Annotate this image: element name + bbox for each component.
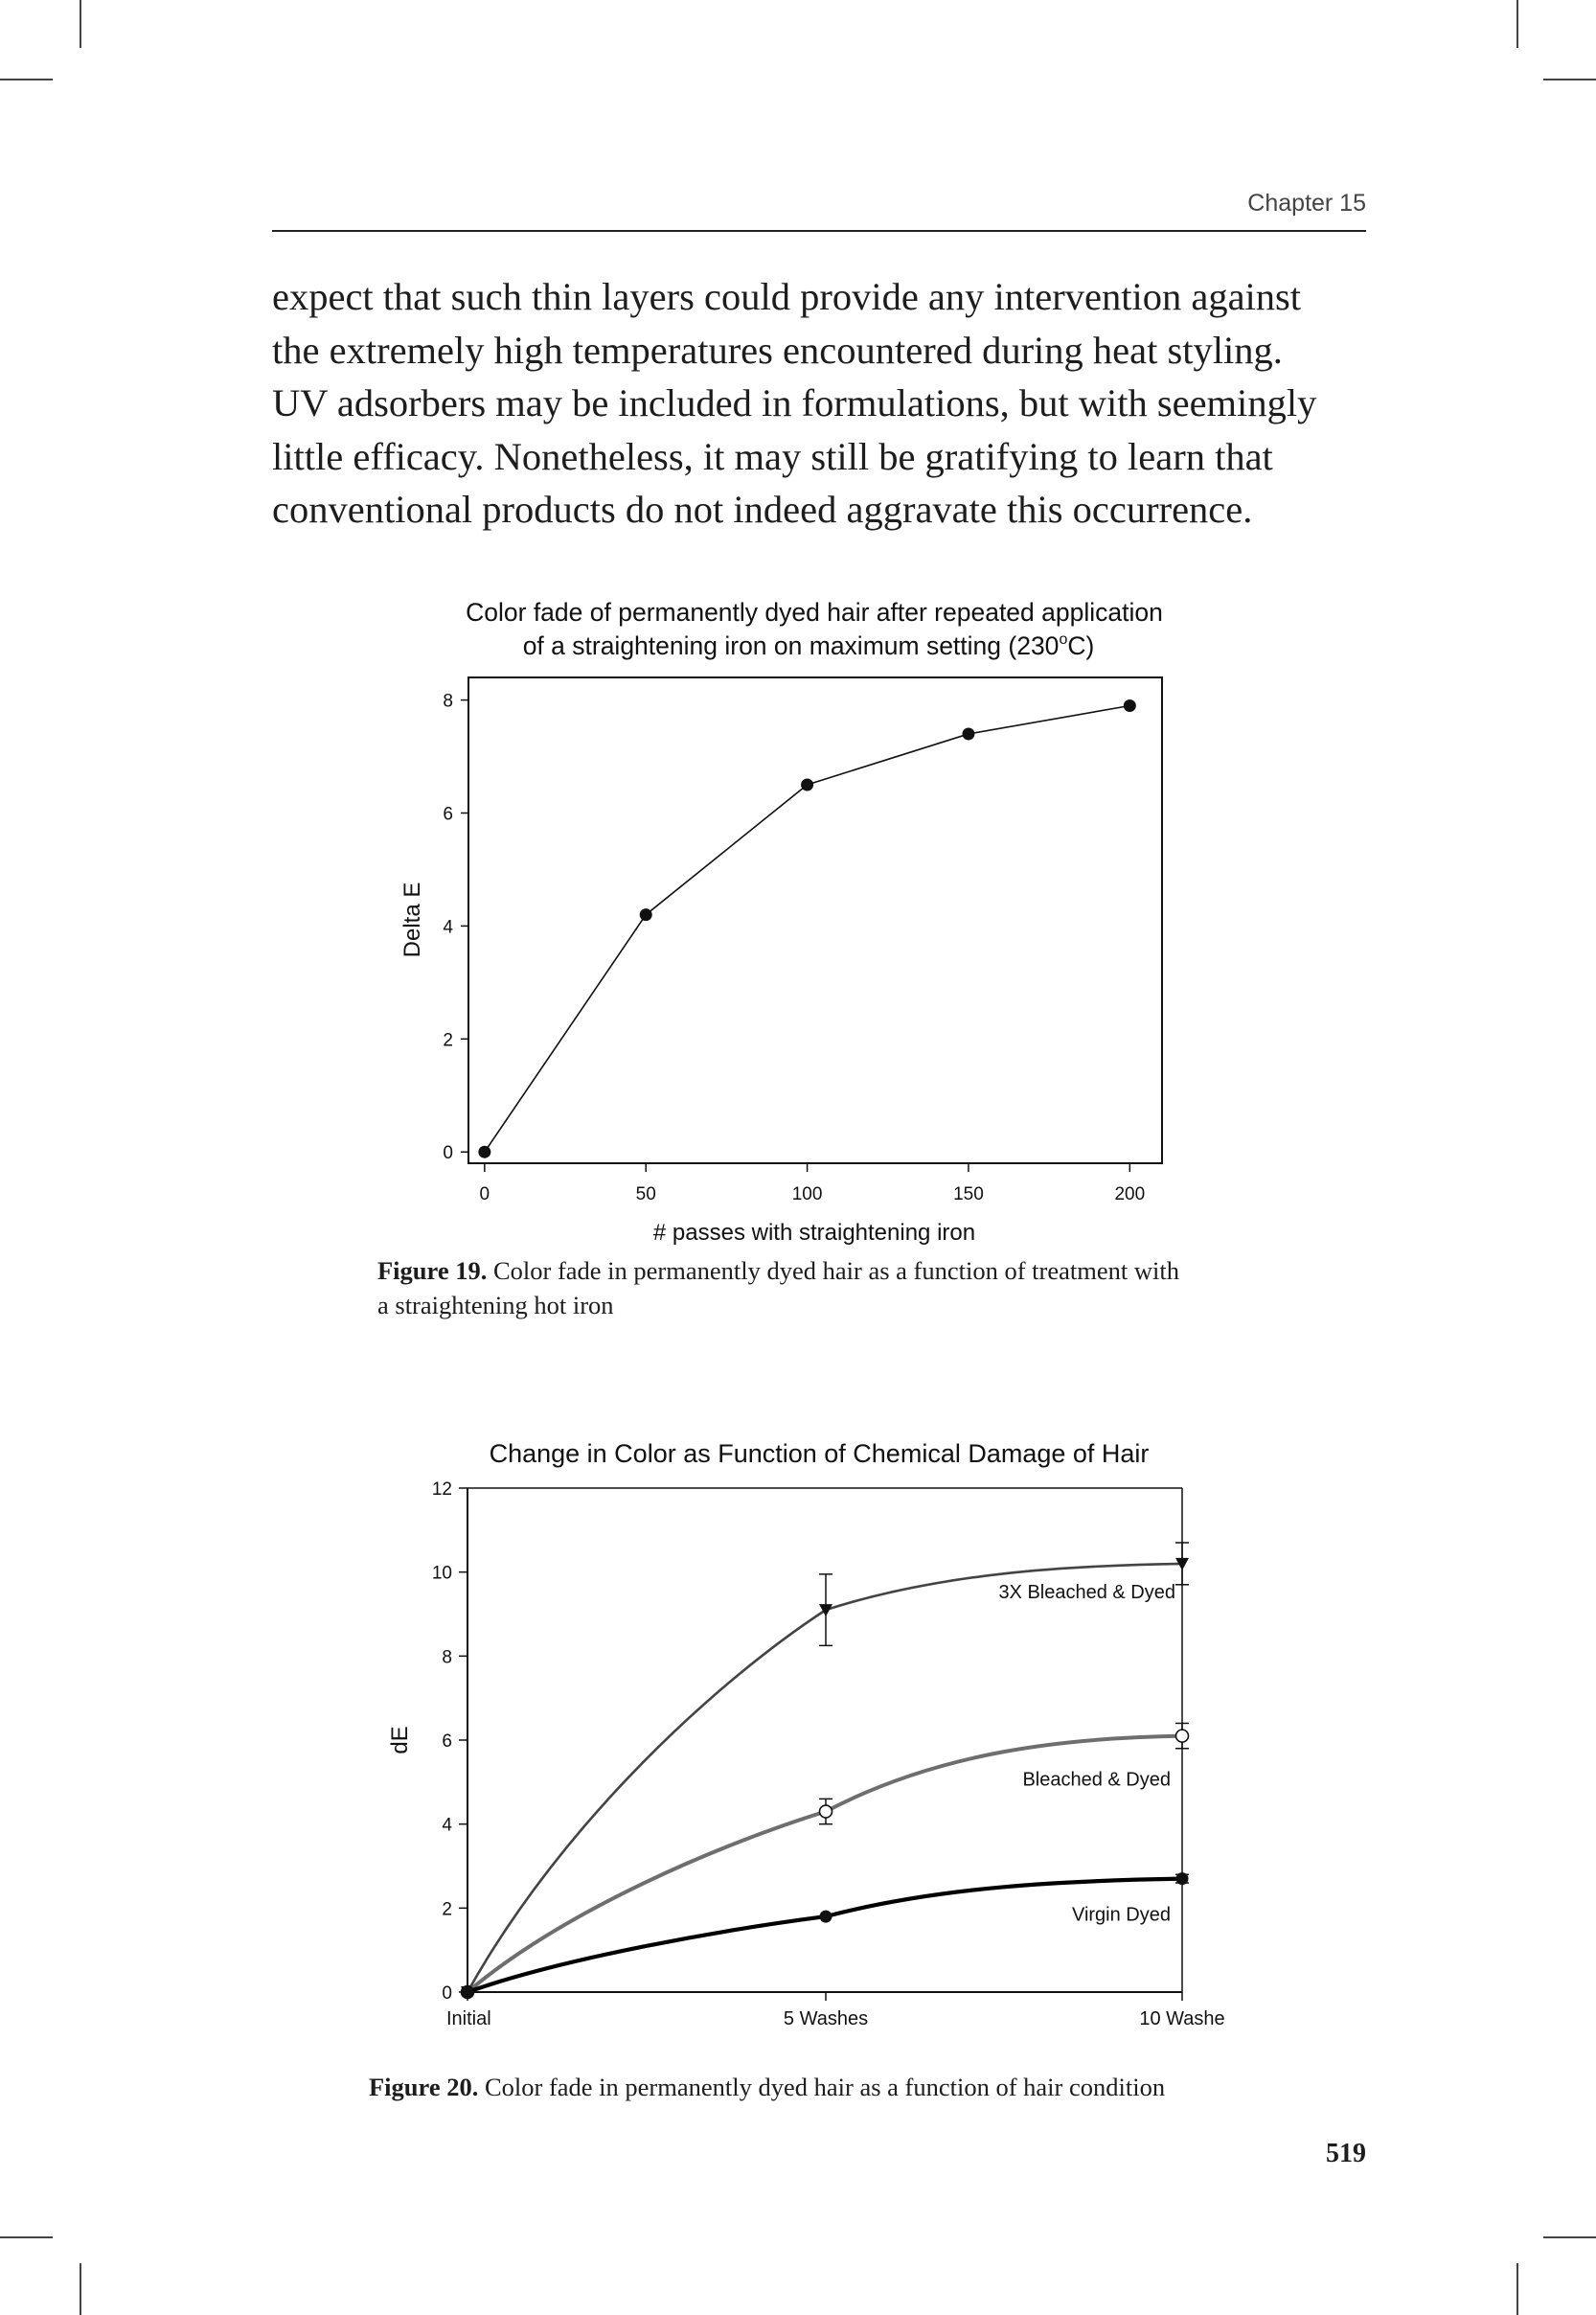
y-tick-label: 6 [442, 1731, 452, 1752]
degree-superscript: o [1059, 631, 1068, 648]
y-tick-label: 6 [443, 804, 453, 825]
series-label: 3X Bleached & Dyed [998, 1581, 1175, 1603]
series-label: Bleached & Dyed [1022, 1769, 1171, 1791]
body-line: the extremely high temperatures encountered during heat styling. [272, 328, 1283, 372]
data-point-triangle [819, 1604, 832, 1616]
y-axis-label: dE [387, 1726, 413, 1754]
data-point-open-circle [1176, 1730, 1189, 1742]
y-tick-label: 0 [442, 1983, 452, 2004]
y-tick-label: 8 [443, 691, 453, 712]
body-line: little efficacy. Nonetheless, it may still be gratifying to learn that [272, 434, 1273, 478]
figure-20-caption [369, 2070, 1423, 2104]
x-tick-label: 0 [479, 1184, 490, 1204]
y-tick-label: 2 [442, 1899, 452, 1920]
x-tick-label: 150 [953, 1184, 984, 1204]
data-point-open-circle [820, 1805, 832, 1818]
y-tick-label: 4 [443, 917, 453, 938]
body-line: expect that such thin layers could provide any intervention against [272, 275, 1302, 318]
y-axis-label: Delta E [399, 882, 425, 958]
x-tick-label: 200 [1114, 1184, 1146, 1204]
x-tick-label: 10 Washe [1139, 2008, 1225, 2029]
series-line [467, 1879, 1182, 1992]
x-tick-label: 50 [635, 1184, 656, 1204]
x-tick-label: 5 Washes [783, 2008, 869, 2029]
chart-title-line-1: Color fade of permanently dyed hair after repeated application [466, 598, 1163, 627]
figure-label: Figure 20. [369, 2073, 479, 2101]
x-axis-label: # passes with straightening iron [652, 1220, 976, 1246]
chart-title-text: of a straightening iron on maximum setting (230 [522, 631, 1060, 660]
series-label: Virgin Dyed [1071, 1904, 1171, 1926]
chart-title: Change in Color as Function of Chemical Damage of Hair [489, 1439, 1150, 1468]
y-tick-label: 8 [442, 1647, 452, 1668]
x-tick-label: 100 [791, 1184, 823, 1204]
body-line: UV adsorbers may be included in formulations, but with seemingly [272, 381, 1317, 424]
chapter-header: Chapter 15 [1247, 190, 1366, 217]
y-tick-label: 10 [431, 1563, 452, 1584]
y-tick-label: 4 [442, 1815, 452, 1836]
caption-text: Color fade in permanently dyed hair as a function of hair condition [484, 2073, 1166, 2101]
x-tick-label: Initial [446, 2008, 491, 2029]
caption-line: a straightening hot iron [377, 1291, 614, 1319]
y-tick-label: 0 [443, 1143, 453, 1164]
page-number: 519 [1326, 2139, 1366, 2168]
data-point [1176, 1872, 1189, 1885]
chart-title-text: C) [1067, 631, 1095, 660]
figure-label: Figure 19. [377, 1256, 488, 1285]
y-tick-label: 2 [443, 1030, 453, 1051]
caption-text: Color fade in permanently dyed hair as a function of treatment with [492, 1256, 1179, 1285]
data-point [820, 1911, 832, 1923]
data-point [462, 1986, 474, 1999]
body-line: conventional products do not indeed aggravate this occurrence. [272, 488, 1253, 531]
y-tick-label: 12 [431, 1479, 452, 1500]
